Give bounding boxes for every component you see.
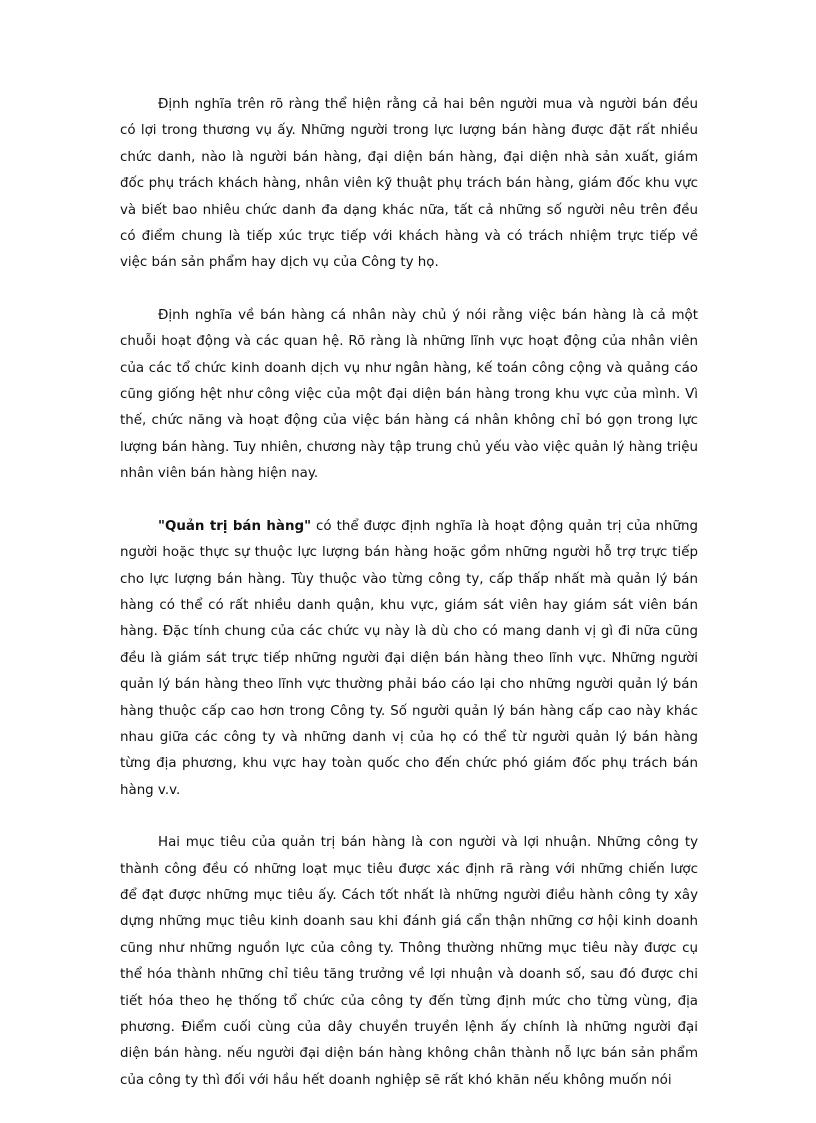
paragraph-3-text: có thể được định nghĩa là hoạt động quản trị của những người hoặc thực sự thuộc lực lượng bán hàng hoặc gồm những người hỗ trợ trực tiếp cho lực lượng bán hàng. Tùy thuộc vào từng công ty, cấp thấp nhất mà quản lý bán hàng có thể có rất nhiều danh quận, khu vực, giám sát viên hay giám sát viên bán hàng. Đặc tính chung của các chức vụ này là dù cho có mang danh vị gì đi nữa cũng đều là giám sát trực tiếp những người đại diện bán hàng theo lĩnh vực. Những người quản lý bán hàng theo lĩnh vực thường phải báo cáo lại cho những người quản lý bán hàng thuộc cấp cao hơn trong Công ty. Số người quản lý bán hàng cấp cao này khác nhau giữa các công ty và những danh vị của họ có thể từ người quản lý bán hàng từng địa phương, khu vực hay toàn quốc cho đến chức phó giám đốc phụ trách bán hàng v.v. xyxy=(120,518,698,798)
defined-term: "Quản trị bán hàng" xyxy=(158,518,312,534)
paragraph-1-text: Định nghĩa trên rõ ràng thể hiện rằng cả hai bên người mua và người bán đều có lợi trong thương vụ ấy. Những người trong lực lượng bán hàng được đặt rất nhiều chức danh, nào là người bán hàng, đại diện bán hàng, đại diện nhà sản xuất, giám đốc phụ trách khách hàng, nhân viên kỹ thuật phụ trách bán hàng, giám đốc khu vực và biết bao nhiêu chức danh đa dạng khác nữa, tất cả những số người nêu trên đều có điểm chung là tiếp xúc trực tiếp với khách hàng và có trách nhiệm trực tiếp về việc bán sản phẩm hay dịch vụ của Công ty họ. xyxy=(120,97,698,271)
paragraph-2 xyxy=(120,303,698,488)
paragraph-4-text: Hai mục tiêu của quản trị bán hàng là con người và lợi nhuận. Những công ty thành công đều có những loạt mục tiêu được xác định rã ràng với những chiến lược để đạt được những mục tiêu ấy. Cách tốt nhất là những người điều hành công ty xây dựng những mục tiêu kinh doanh sau khi đánh giá cẩn thận những cơ hội kinh doanh cũng như những nguồn lực của công ty. Thông thường những mục tiêu này được cụ thể hóa thành những chỉ tiêu tăng trưởng về lợi nhuận và doanh số, sau đó được chi tiết hóa theo hẹ thống tổ chức của công ty đến từng định mức cho từng vùng, địa phương. Điểm cuối cùng của dây chuyền truyền lệnh ấy chính là những người đại diện bán hàng. nếu người đại diện bán hàng không chân thành nỗ lực bán sản phẩm của công ty thì đối với hầu hết doanh nghiệp sẽ rất khó khăn nếu không muốn nói xyxy=(120,835,698,1088)
paragraph-1 xyxy=(120,92,698,277)
paragraph-2-text: Định nghĩa về bán hàng cá nhân này chủ ý nói rằng việc bán hàng là cả một chuỗi hoạt động và các quan hệ. Rõ ràng là những lĩnh vực hoạt động của nhân viên của các tổ chức kinh doanh dịch vụ như ngân hàng, kế toán công cộng và quảng cáo cũng giống hệt như công việc của một đại diện bán hàng trong khu vực của mình. Vì thế, chức năng và hoạt động của việc bán hàng cá nhân không chỉ bó gọn trong lực lượng bán hàng. Tuy nhiên, chương này tập trung chủ yếu vào việc quản lý hàng triệu nhân viên bán hàng hiện nay. xyxy=(120,307,698,482)
paragraph-3 xyxy=(120,514,698,804)
document-page xyxy=(120,92,698,1120)
paragraph-4 xyxy=(120,830,698,1094)
